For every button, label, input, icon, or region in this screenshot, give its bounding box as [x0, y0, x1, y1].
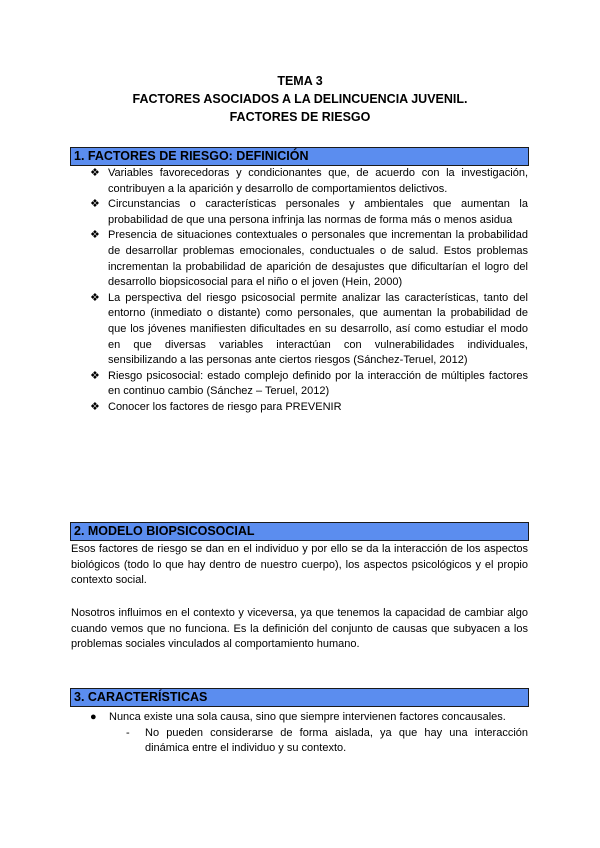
- diamond-bullet-icon: ❖: [90, 198, 100, 211]
- title-line-main: FACTORES ASOCIADOS A LA DELINCUENCIA JUVENIL.: [132, 92, 468, 106]
- title-line-tema: TEMA 3: [277, 74, 323, 88]
- list-item: ❖ La perspectiva del riesgo psicosocial permite analizar las características, tanto del entorno (inmediato o distante) como personales, que aumentan la probabilidad de que los jóvenes manifiesten dificultades en su desarrollo, así como estudiar el modo en que diversas variables interactúan con vulnerabilidades individuales, sensibilizando a las personas ante ciertos riesgos (Sánchez-Teruel, 2012): [90, 291, 528, 367]
- diamond-bullet-icon: ❖: [90, 167, 100, 179]
- section-2-paragraph-2: Nosotros influimos en el contexto y viceversa, ya que tenemos la capacidad de cambiar algo cuando vemos que no funciona. Es la definición del conjunto de causas que subyacen a los problemas sociales vinculados al comportamiento humano.: [71, 607, 528, 651]
- list-item: ❖ Circunstancias o características personales y ambientales que aumentan la probabilidad de que una persona infrinja las normas de forma más o menos asidua: [90, 198, 528, 226]
- list-item: ● Nunca existe una sola causa, sino que siempre intervienen factores concausales. - No pueden considerarse de forma aislada, ya que hay una interacción dinámica entre el individuo y su contexto.: [90, 710, 528, 757]
- section-1-list: [90, 166, 528, 416]
- diamond-bullet-icon: ❖: [90, 400, 100, 413]
- document-title: [0, 72, 600, 126]
- list-item: ❖ Riesgo psicosocial: estado complejo definido por la interacción de múltiples factores en continuo cambio (Sánchez – Teruel, 2012): [90, 369, 528, 398]
- title-line-sub: FACTORES DE RIESGO: [229, 110, 371, 124]
- section-2-heading: 2. MODELO BIOPSICOSOCIAL: [70, 522, 529, 541]
- diamond-bullet-icon: ❖: [90, 369, 100, 382]
- section-3-list: [90, 710, 528, 757]
- diamond-bullet-icon: ❖: [90, 291, 100, 304]
- section-3-heading: 3. CARACTERÍSTICAS: [70, 688, 529, 707]
- section-2-paragraph-1: Esos factores de riesgo se dan en el individuo y por ello se da la interacción de los aspectos biológicos (todo lo que hay dentro de nuestro cuerpo), los aspectos psicológicos y el propio contexto social.: [71, 543, 528, 587]
- list-item: ❖ Variables favorecedoras y condicionantes que, de acuerdo con la investigación, contribuyen a la aparición y desarrollo de comportamientos delictivos.: [90, 167, 528, 195]
- section-1-heading: 1. FACTORES DE RIESGO: DEFINICIÓN: [70, 147, 529, 166]
- diamond-bullet-icon: ❖: [90, 229, 100, 242]
- dot-bullet-icon: ●: [90, 711, 97, 723]
- dash-bullet-icon: -: [126, 726, 130, 739]
- section-3-sublist: [109, 726, 528, 757]
- list-item: ❖ Conocer los factores de riesgo para PREVENIR: [90, 400, 528, 416]
- sub-list-item: - No pueden considerarse de forma aislada, ya que hay una interacción dinámica entre el individuo y su contexto.: [126, 726, 528, 755]
- list-item: ❖ Presencia de situaciones contextuales o personales que incrementan la probabilidad de desarrollar problemas emocionales, conductuales o de salud. Estos problemas incrementan la probabilidad de aparición de desajustes que dificultarían el logro del desarrollo biopsicosocial para el niño o el joven (Hein, 2000): [90, 229, 528, 289]
